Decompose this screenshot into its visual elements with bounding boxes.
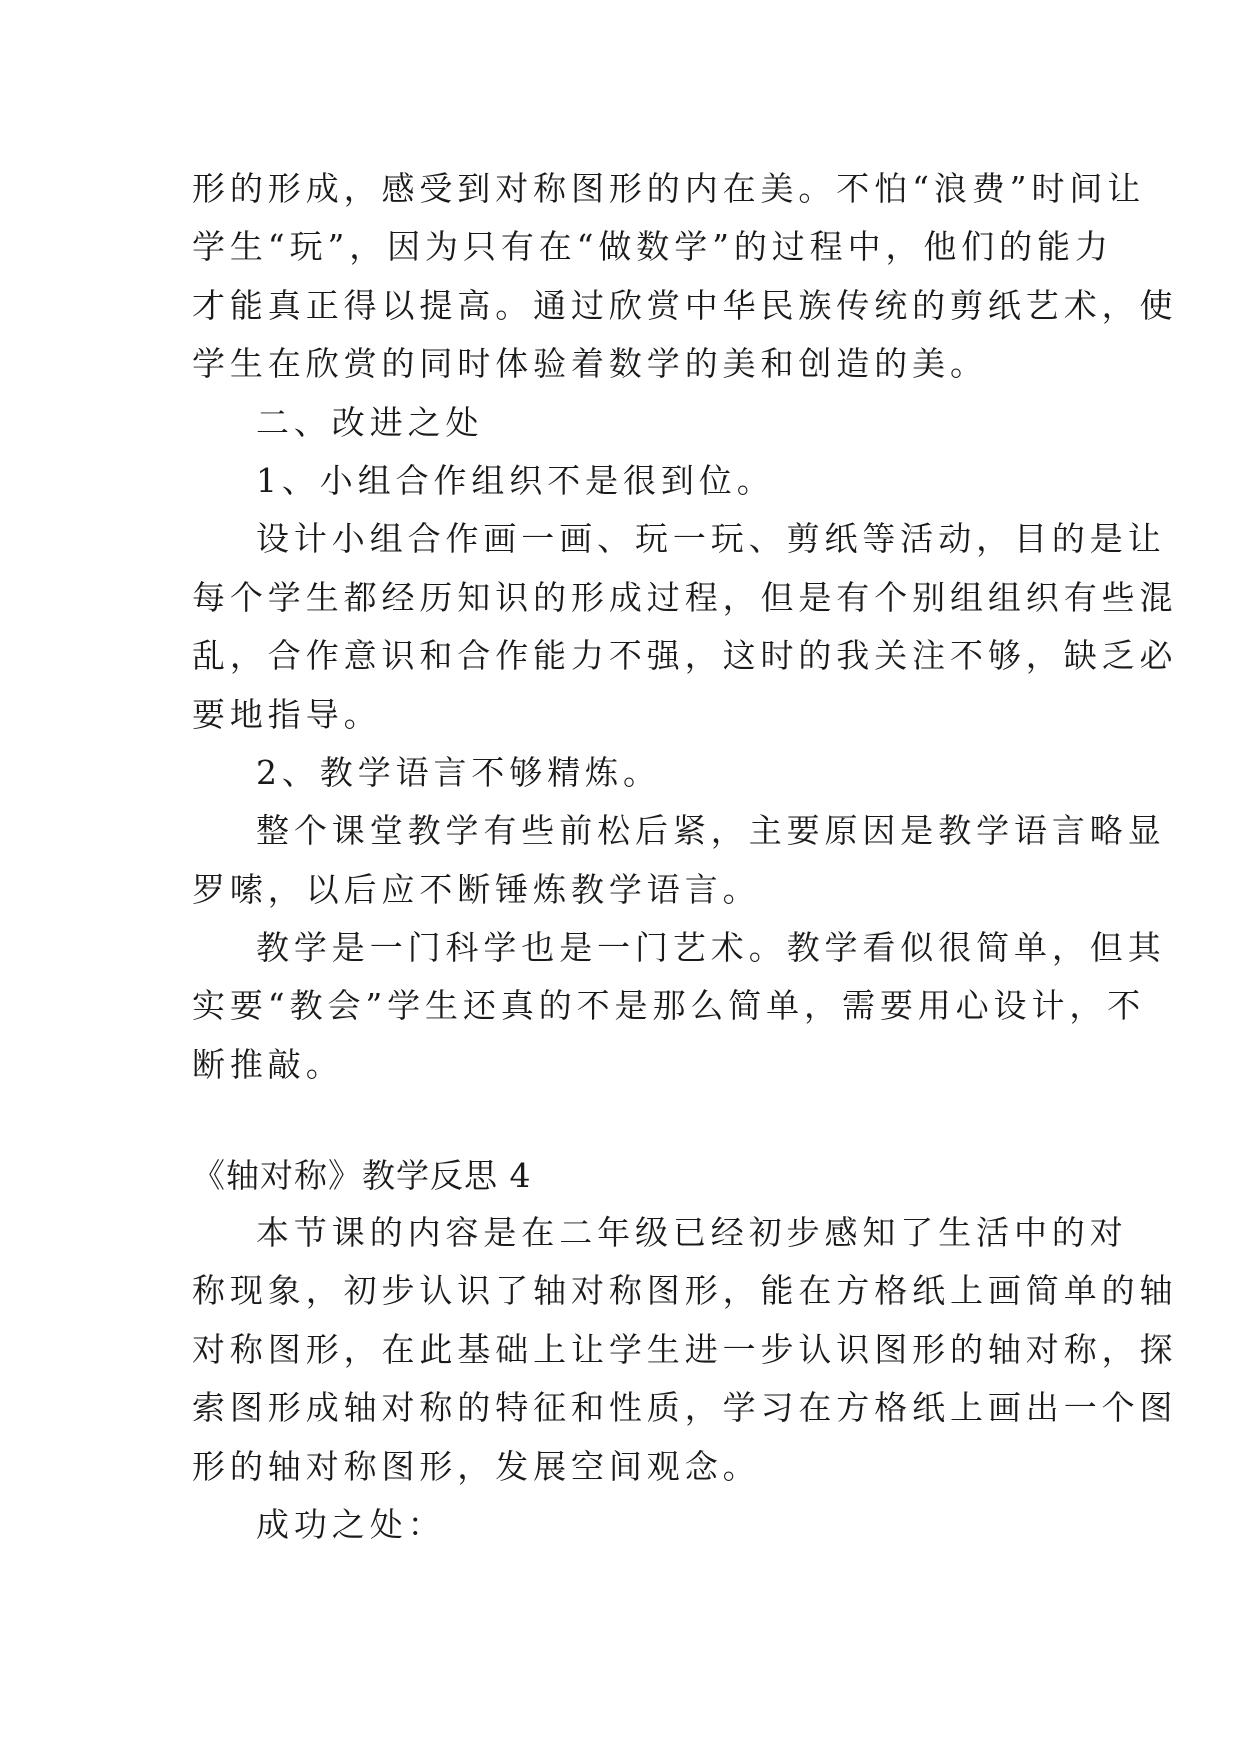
paragraph-line: 学生“玩”，因为只有在“做数学”的过程中，他们的能力 [192, 227, 1113, 267]
document-body-lower [192, 1204, 1178, 1554]
paragraph-line: 罗嗦，以后应不断锤炼教学语言。 [192, 869, 761, 909]
document-body-upper [192, 160, 1178, 1094]
paragraph-line: 整个课堂教学有些前松后紧，主要原因是教学语言略显 [256, 811, 1166, 851]
document-title: 《轴对称》教学反思 4 [192, 1156, 532, 1195]
paragraph-line: 形的轴对称图形，发展空间观念。 [192, 1446, 761, 1486]
paragraph-line: 乱，合作意识和合作能力不强，这时的我关注不够，缺乏必 [192, 636, 1178, 676]
paragraph-line: 实要“教会”学生还真的不是那么简单，需要用心设计，不 [192, 986, 1146, 1026]
paragraph-line: 要地指导。 [192, 694, 382, 734]
paragraph-line: 索图形成轴对称的特征和性质，学习在方格纸上画出一个图 [192, 1388, 1178, 1428]
paragraph-line: 设计小组合作画一画、玩一玩、剪纸等活动，目的是让 [256, 519, 1166, 559]
list-item-2: 2、教学语言不够精炼。 [256, 752, 661, 792]
paragraph-line: 称现象，初步认识了轴对称图形，能在方格纸上画简单的轴 [192, 1271, 1178, 1311]
paragraph-line: 每个学生都经历知识的形成过程，但是有个别组组织有些混 [192, 577, 1178, 617]
section-heading-successes: 成功之处： [256, 1504, 446, 1544]
paragraph-line: 对称图形，在此基础上让学生进一步认识图形的轴对称，探 [192, 1329, 1178, 1369]
section-heading-improvements: 二、改进之处 [256, 402, 484, 442]
paragraph-line: 学生在欣赏的同时体验着数学的美和创造的美。 [192, 344, 988, 384]
list-item-1: 1、小组合作组织不是很到位。 [256, 460, 775, 500]
paragraph-line: 本节课的内容是在二年级已经初步感知了生活中的对 [256, 1213, 1128, 1252]
paragraph-line: 教学是一门科学也是一门艺术。教学看似很简单，但其 [256, 928, 1166, 968]
paragraph-line: 断推敲。 [192, 1044, 344, 1084]
paragraph-line: 形的形成，感受到对称图形的内在美。不怕“浪费”时间让 [192, 169, 1146, 208]
paragraph-line: 才能真正得以提高。通过欣赏中华民族传统的剪纸艺术，使 [192, 285, 1178, 325]
